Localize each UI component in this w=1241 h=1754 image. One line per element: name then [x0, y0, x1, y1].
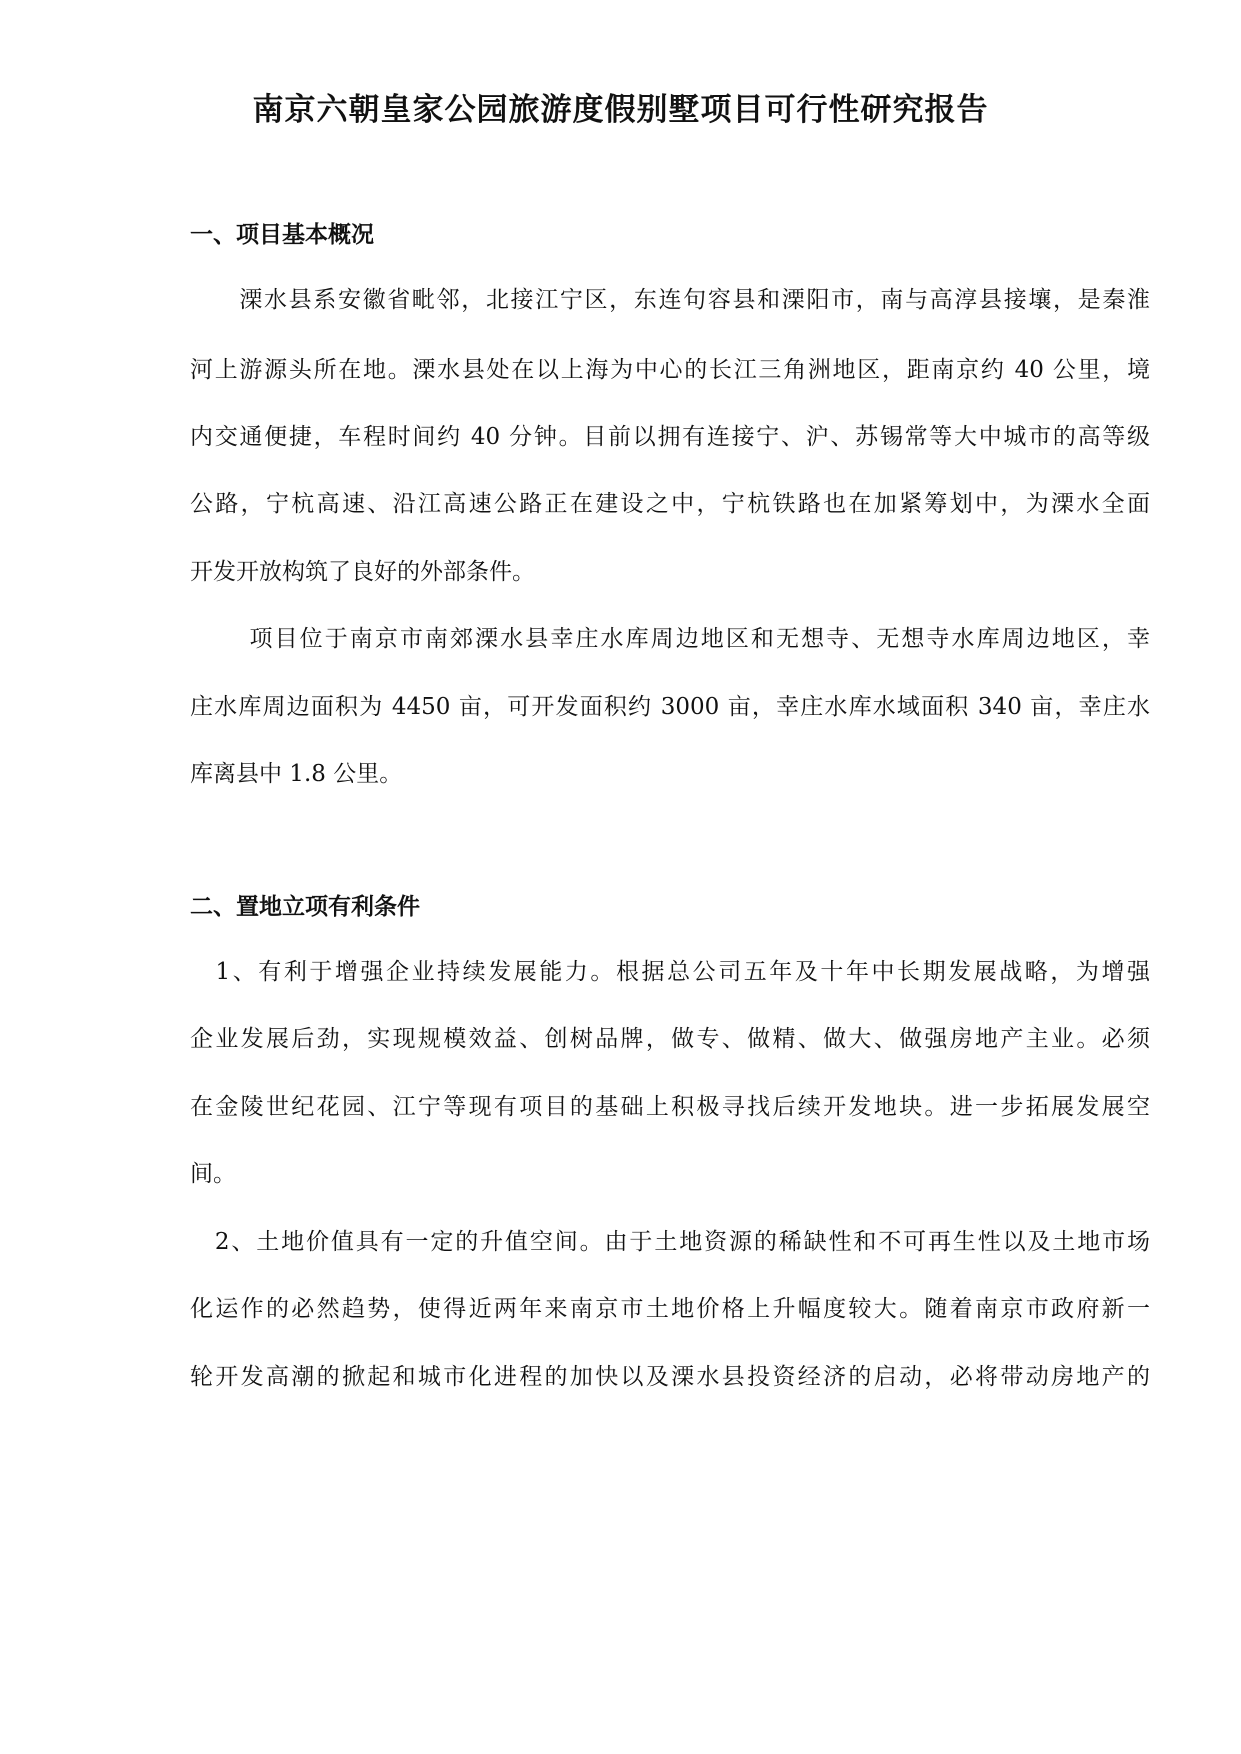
paragraph-line: 溧水县系安徽省毗邻，北接江宁区，东连句容县和溧阳市，南与高淳县接壤，是秦淮: [190, 287, 1150, 313]
paragraph-line: 2、土地价值具有一定的升值空间。由于土地资源的稀缺性和不可再生性以及土地市场: [190, 1229, 1150, 1255]
paragraph-line: 1、有利于增强企业持续发展能力。根据总公司五年及十年中长期发展战略，为增强: [190, 959, 1150, 985]
document-title: 南京六朝皇家公园旅游度假别墅项目可行性研究报告: [252, 92, 989, 128]
paragraph-line: 间。: [190, 1161, 236, 1187]
paragraph-line: 内交通便捷，车程时间约 40 分钟。目前以拥有连接宁、沪、苏锡常等大中城市的高等级: [190, 424, 1150, 450]
paragraph-line: 库离县中 1.8 公里。: [190, 761, 403, 787]
paragraph-line: 庄水库周边面积为 4450 亩，可开发面积约 3000 亩，幸庄水库水域面积 340 亩，幸庄水: [190, 694, 1150, 720]
paragraph-line: 河上游源头所在地。溧水县处在以上海为中心的长江三角洲地区，距南京约 40 公里，境: [190, 357, 1150, 383]
paragraph-line: 项目位于南京市南郊溧水县幸庄水库周边地区和无想寺、无想寺水库周边地区，幸: [190, 626, 1150, 652]
section-heading-favorable-conditions: 二、置地立项有利条件: [190, 893, 420, 920]
section-heading-basic-overview: 一、项目基本概况: [190, 221, 374, 248]
paragraph-line: 化运作的必然趋势，使得近两年来南京市土地价格上升幅度较大。随着南京市政府新一: [190, 1296, 1150, 1322]
paragraph-line: 公路，宁杭高速、沿江高速公路正在建设之中，宁杭铁路也在加紧筹划中，为溧水全面: [190, 491, 1150, 517]
paragraph-line: 轮开发高潮的掀起和城市化进程的加快以及溧水县投资经济的启动，必将带动房地产的: [190, 1364, 1150, 1390]
paragraph-line: 企业发展后劲，实现规模效益、创树品牌，做专、做精、做大、做强房地产主业。必须: [190, 1026, 1150, 1052]
paragraph-line: 在金陵世纪花园、江宁等现有项目的基础上积极寻找后续开发地块。进一步拓展发展空: [190, 1094, 1150, 1120]
paragraph-line: 开发开放构筑了良好的外部条件。: [190, 559, 535, 585]
